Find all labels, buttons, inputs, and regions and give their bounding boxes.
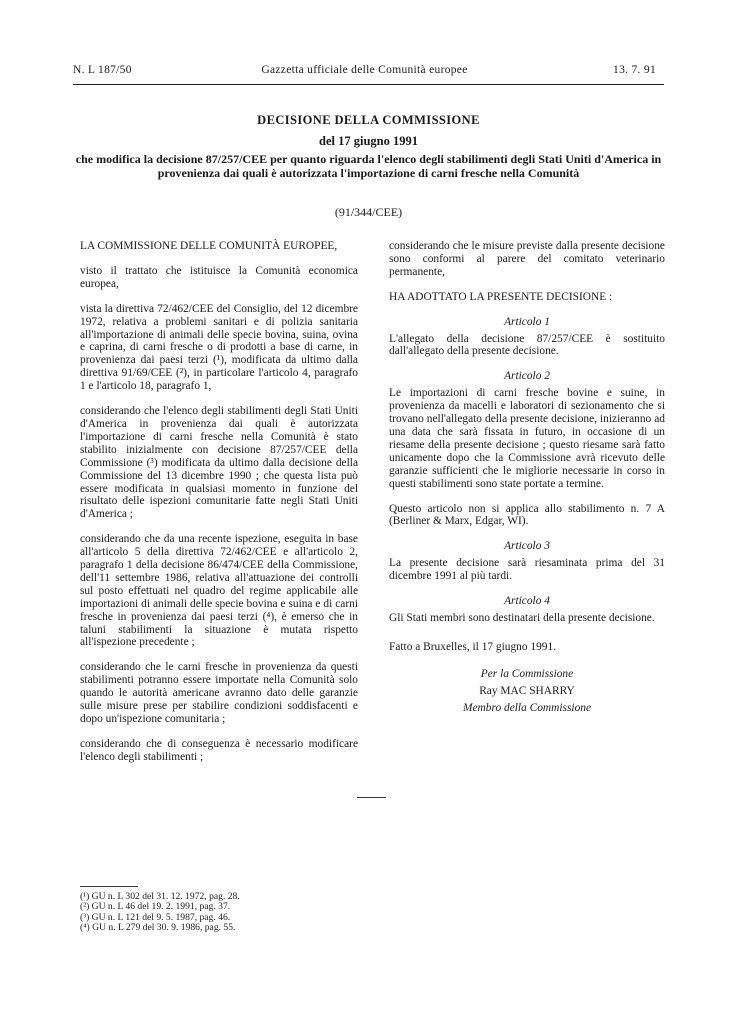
- header-rule: [73, 84, 664, 85]
- article-2-heading: Articolo 2: [504, 370, 550, 383]
- header-issue-number: N. L 187/50: [73, 64, 132, 76]
- header-journal-title: Gazzetta ufficiale delle Comunità europee: [261, 64, 468, 76]
- right-column: [389, 240, 665, 714]
- end-rule: [357, 797, 386, 798]
- recital-committee: considerando che le misure previste dalla presente decisione sono conformi al parere del comitato veterinario permanente,: [389, 240, 665, 278]
- article-2-text: Le importazioni di carni fresche bovine e suine, in provenienza da macelli e laboratori di sezionamento che si trovano nell'allegato della presente decisione, inizieranno ad una data che sarà fissata in futuro, in occasione di un riesame della presente decisione ; questo riesame sarà fatto unicamente dopo che la Commissione avrà ricevuto delle garanzie sufficienti che le migliorie necessarie in corso in questi stabilimenti sono state portate a termine.: [389, 387, 665, 490]
- footnote-1: (¹) GU n. L 302 del 31. 12. 1972, pag. 28.: [80, 891, 240, 902]
- article-4-heading: Articolo 4: [504, 595, 550, 608]
- signatory-role: Membro della Commissione: [462, 701, 592, 714]
- footnote-3: (³) GU n. L 121 del 9. 5. 1987, pag. 46.: [80, 911, 231, 923]
- article-1-heading: Articolo 1: [504, 315, 550, 328]
- preamble-directive: vista la direttiva 72/462/CEE del Consiglio, del 12 dicembre 1972, relativa a problemi sanitari e di polizia sanitaria all'importazione di animali delle specie bovina, suina, ovina e caprina, di carni fresche o di prodotti a base di carne, in provenienza dai paesi terzi (¹), modificata da ultimo dalla direttiva 91/69/CEE (²), in particolare l'articolo 4, paragrafo 1 e l'articolo 18, paragrafo 1,: [80, 302, 358, 393]
- article-1-text: L'allegato della decisione 87/257/CEE è sostituito dall'allegato della presente decisione.: [389, 332, 665, 358]
- signature-for: Per la Commissione: [480, 667, 574, 680]
- signatory-name: Ray MAC SHARRY: [479, 684, 575, 697]
- recital-2: considerando che da una recente ispezione, eseguita in base all'articolo 5 della direttiva 72/462/CEE e all'articolo 2, paragrafo 1 della decisione 86/474/CEE della Commissione, dell'11 settembre 1986, relativa all'attuazione dei controlli sul posto effettuati nel quadro del regime applicabile alle importazioni di animali delle specie bovina e suina e di carni fresche in provenienza dai paesi terzi (⁴), è emerso che in taluni stabilimenti la situazione è mutata rispetto all'ispezione precedente ;: [80, 533, 358, 649]
- left-column: [80, 240, 358, 764]
- done-at: Fatto a Bruxelles, il 17 giugno 1991.: [389, 640, 557, 653]
- recital-3: considerando che le carni fresche in provenienza da questi stabilimenti potranno essere importate nella Comunità solo quando le autorità americane avranno dato delle garanzie sulle misure prese per stabilire condizioni soddisfacenti e dopo un'ispezione comunitaria ;: [80, 661, 358, 725]
- footnote-rule: [80, 886, 138, 887]
- article-3-heading: Articolo 3: [504, 540, 550, 553]
- footnotes: [80, 892, 240, 934]
- recital-1: considerando che l'elenco degli stabilimenti degli Stati Uniti d'America in provenienza dai quali è autorizzata l'importazione di carni fresche nella Comunità è stato stabilito inizialmente con decisione 87/257/CEE della Commissione (³) modificata da ultimo dalla decisione della Commissione del 13 dicembre 1990 ; che questa lista può essere modificata in qualsiasi momento in funzione del risultato delle ispezioni comunitarie fatte negli Stati Uniti d'America ;: [80, 405, 358, 521]
- preamble-treaty: visto il trattato che istituisce la Comunità economica europea,: [80, 264, 358, 290]
- decision-subtitle: che modifica la decisione 87/257/CEE per quanto riguarda l'elenco degli stabilimenti degli Stati Uniti d'America in provenienza dai quali è autorizzata l'importazione di carni fresche nella Comunità: [75, 152, 662, 180]
- decision-date: del 17 giugno 1991: [319, 134, 418, 148]
- recital-4: considerando che di conseguenza è necessario modificare l'elenco degli stabilimenti ;: [80, 737, 358, 763]
- article-2-exception: Questo articolo non si applica allo stabilimento n. 7 A (Berliner & Marx, Edgar, WI).: [389, 502, 665, 528]
- decision-title: DECISIONE DELLA COMMISSIONE: [257, 113, 480, 127]
- adoption-clause: HA ADOTTATO LA PRESENTE DECISIONE :: [389, 290, 613, 303]
- header-date: 13. 7. 91: [613, 64, 656, 76]
- decision-reference: (91/344/CEE): [334, 205, 403, 219]
- footnote-2: (²) GU n. L 46 del 19. 2. 1991, pag. 37.: [80, 901, 231, 913]
- article-3-text: La presente decisione sarà riesaminata prima del 31 dicembre 1991 al più tardi.: [389, 557, 665, 583]
- footnote-4: (⁴) GU n. L 279 del 30. 9. 1986, pag. 55.: [80, 922, 236, 934]
- preamble-authority: LA COMMISSIONE DELLE COMUNITÀ EUROPEE,: [80, 240, 338, 252]
- article-4-text: Gli Stati membri sono destinatari della presente decisione.: [389, 611, 655, 624]
